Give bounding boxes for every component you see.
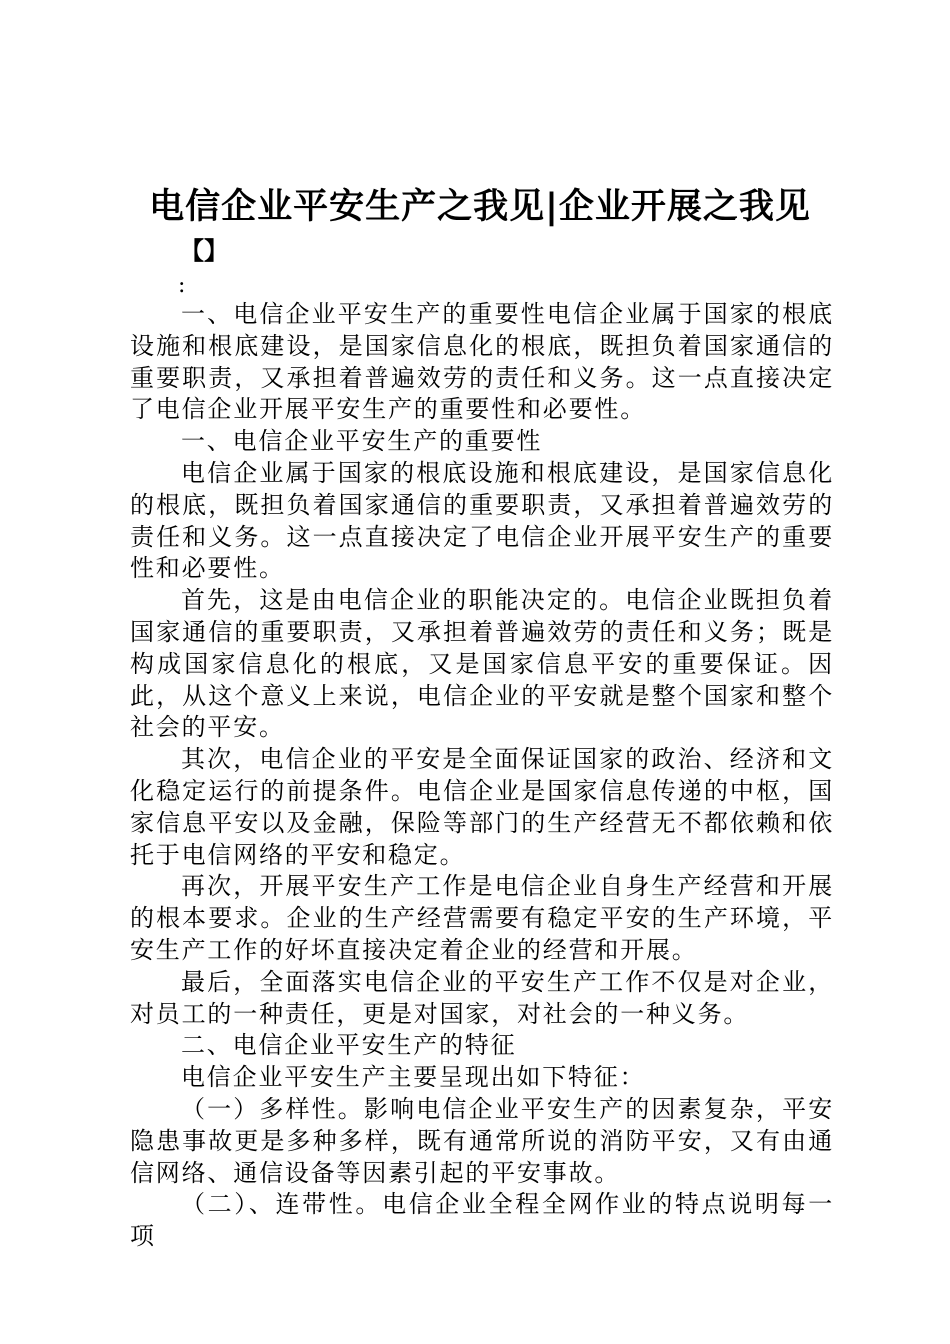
section-heading-importance: 一、电信企业平安生产的重要性 [181, 427, 543, 456]
paragraph-diversity: （一）多样性。影响电信企业平安生产的因素复杂，平安隐患事故更是多种多样，既有通常所说的消防平安，又有由通信网络、通信设备等因素引起的平安事故。 [130, 1094, 834, 1187]
document-body [130, 299, 834, 1253]
paragraph-linkage: （二）、连带性。电信企业全程全网作业的特点说明每一项 [130, 1190, 834, 1251]
paragraph-importance: 电信企业属于国家的根底设施和根底建设，是国家信息化的根底，既担负着国家通信的重要职责，又承担着普遍效劳的责任和义务。这一点直接决定了电信企业开展平安生产的重要性和必要性。 [130, 458, 834, 583]
colon-mark: : [178, 273, 186, 298]
title-bracket: 【】 [180, 237, 228, 265]
paragraph-intro: 一、电信企业平安生产的重要性电信企业属于国家的根底设施和根底建设，是国家信息化的根底，既担负着国家通信的重要职责，又承担着普遍效劳的责任和义务。这一点直接决定了电信企业开展平安生产的重要性和必要性。 [130, 300, 834, 424]
paragraph-first: 首先，这是由电信企业的职能决定的。电信企业既担负着国家通信的重要职责，又承担着普遍效劳的责任和义务；既是构成国家信息化的根底，又是国家信息平安的重要保证。因此，从这个意义上来说，电信企业的平安就是整个国家和整个社会的平安。 [130, 586, 834, 742]
paragraph-third: 再次，开展平安生产工作是电信企业自身生产经营和开展的根本要求。企业的生产经营需要有稳定平安的生产环境，平安生产工作的好坏直接决定着企业的经营和开展。 [130, 872, 834, 964]
paragraph-second: 其次，电信企业的平安是全面保证国家的政治、经济和文化稳定运行的前提条件。电信企业是国家信息传递的中枢，国家信息平安以及金融，保险等部门的生产经营无不都依赖和依托于电信网络的平安和稳定。 [130, 745, 834, 869]
document-title: 电信企业平安生产之我见|企业开展之我见 [149, 187, 811, 227]
paragraph-last: 最后，全面落实电信企业的平安生产工作不仅是对企业，对员工的一种责任，更是对国家，对社会的一种义务。 [130, 967, 834, 1028]
paragraph-features-intro: 电信企业平安生产主要呈现出如下特征： [181, 1063, 646, 1092]
section-heading-features: 二、电信企业平安生产的特征 [181, 1031, 517, 1060]
